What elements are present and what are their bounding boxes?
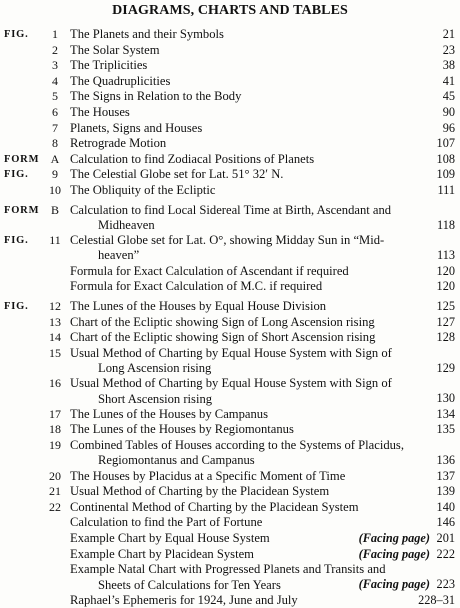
entry-title-line: Retrograde Motion [70, 136, 167, 151]
entry-title-line: Example Chart by Equal House System [70, 531, 270, 546]
entry-number: 6 [52, 104, 58, 119]
entry-title-continuation: Long Ascension rising [98, 360, 212, 375]
entry-title-line: The Houses by Placidus at a Specific Moment of Time [70, 468, 346, 483]
list-item [0, 515, 460, 531]
page-title: DIAGRAMS, CHARTS AND TABLES [112, 3, 348, 18]
list-item [0, 438, 460, 469]
list-item [0, 136, 460, 152]
list-item [0, 500, 460, 516]
entry-title-line: Calculation to find the Part of Fortune [70, 515, 263, 530]
entry-page-number: 129 [436, 360, 455, 375]
list-item [0, 264, 460, 280]
entry-title [70, 330, 426, 346]
list-item [0, 562, 460, 593]
entry-number: 7 [52, 120, 58, 135]
entry-title [70, 167, 426, 183]
list-item [0, 183, 460, 199]
list-item [0, 233, 460, 264]
list-item [0, 407, 460, 423]
entry-title-line: The Lunes of the Houses by Regiomontanus [70, 422, 294, 437]
entry-title-line: Continental Method of Charting by the Placidean System [70, 499, 359, 514]
entry-title [70, 315, 426, 331]
entry-title-line: Raphael’s Ephemeris for 1924, June and July [70, 592, 298, 607]
list-item [0, 89, 460, 105]
entry-page-number: 96 [442, 120, 455, 135]
entry-number: 16 [49, 376, 61, 391]
entry-page-number: 90 [442, 104, 455, 119]
entry-page-number: 137 [436, 468, 455, 483]
entry-number: 21 [49, 484, 61, 499]
entry-number: A [50, 151, 60, 166]
entry-page-number: 38 [442, 58, 455, 73]
entry-page-number: 130 [436, 391, 455, 406]
entry-title-line: Formula for Exact Calculation of Ascendant if required [70, 263, 349, 278]
entry-title-continuation: Midheaven [98, 217, 155, 232]
list-item [0, 484, 460, 500]
entry-title-line: Example Chart by Placidean System [70, 546, 254, 561]
entry-title [70, 515, 426, 531]
entry-lead: FIG. [4, 235, 29, 247]
entry-title [70, 136, 426, 152]
entry-title [70, 152, 426, 168]
entry-number: 11 [49, 233, 61, 248]
entry-title [70, 422, 426, 438]
entry-title [70, 43, 426, 59]
entry-page-number: 107 [436, 136, 455, 151]
entry-number: 15 [49, 345, 61, 360]
facing-page-note: (Facing page) [358, 577, 430, 592]
entry-page-number: 222 [436, 546, 455, 561]
entry-lead: FORM [4, 153, 40, 165]
entry-title [70, 105, 426, 121]
facing-page-note: (Facing page) [358, 546, 430, 561]
entry-page-number: 41 [442, 73, 455, 88]
entry-number: 5 [52, 89, 58, 104]
list-item [0, 547, 460, 563]
entry-number: 12 [49, 298, 61, 313]
entry-number: 3 [52, 58, 58, 73]
entry-number: 4 [52, 73, 58, 88]
entry-page-number: 228–31 [418, 592, 455, 607]
entry-title [70, 484, 426, 500]
entry-title-line: The Lunes of the Houses by Equal House Division [70, 298, 327, 313]
list-item [0, 167, 460, 183]
list-item [0, 330, 460, 346]
list-item [0, 203, 460, 234]
entry-number: 2 [52, 42, 58, 57]
list-item [0, 27, 460, 43]
entry-number: 8 [52, 136, 58, 151]
entry-page-number: 118 [437, 217, 455, 232]
entry-lead: FIG. [4, 29, 29, 40]
entry-number: 22 [49, 499, 61, 514]
entry-number: 17 [49, 406, 61, 421]
list-item [0, 43, 460, 59]
entry-page-number: 127 [436, 314, 455, 329]
entry-title-line: Calculation to find Zodiacal Positions of Planets [70, 151, 315, 166]
entry-title-line: The Houses [70, 104, 130, 119]
entry-page-number: 125 [436, 298, 455, 313]
entry-number: 13 [49, 314, 61, 329]
entry-number: 18 [49, 422, 61, 437]
entry-page-number: 223 [436, 577, 455, 592]
entry-title [70, 121, 426, 137]
entry-page-number: 135 [436, 422, 455, 437]
entry-title-line: The Triplicities [70, 58, 148, 73]
list-item [0, 121, 460, 137]
entry-title [70, 27, 426, 43]
list-item [0, 279, 460, 295]
entry-title-continuation: Regiomontanus and Campanus [98, 453, 255, 468]
entry-title [70, 264, 426, 280]
facing-page-note: (Facing page) [358, 531, 430, 546]
list-item [0, 422, 460, 438]
entry-lead: FORM [4, 204, 40, 216]
entry-title-line: Usual Method of Charting by Equal House System with Sign of [70, 376, 392, 391]
entry-lead: FIG. [4, 300, 29, 312]
entry-page-number: 136 [436, 453, 455, 468]
entry-page-number: 111 [437, 182, 455, 197]
entry-lead: FIG. [4, 169, 29, 181]
entry-page-number: 146 [436, 515, 455, 530]
entry-number: 10 [49, 182, 61, 197]
entry-title-line: The Signs in Relation to the Body [70, 89, 242, 104]
entry-page-number: 109 [436, 167, 455, 182]
entry-page-number: 139 [436, 484, 455, 499]
entry-title-line: Chart of the Ecliptic showing Sign of Short Ascension rising [70, 330, 376, 345]
list-item [0, 593, 460, 608]
entry-title [70, 500, 426, 516]
entry-title-line: Planets, Signs and Houses [70, 120, 203, 135]
entry-title-line: Calculation to find Local Sidereal Time at Birth, Ascendant and [70, 202, 392, 217]
entry-title-line: The Quadruplicities [70, 73, 171, 88]
list-item [0, 58, 460, 74]
entry-title [70, 407, 426, 423]
entry-title [70, 203, 426, 234]
entry-title-line: The Celestial Globe set for Lat. 51° 32′ N. [70, 167, 284, 182]
entry-page-number: 201 [436, 531, 455, 546]
entry-number: 9 [52, 167, 58, 182]
entry-page-number: 108 [436, 151, 455, 166]
entry-page-number: 134 [436, 406, 455, 421]
entry-page-number: 140 [436, 499, 455, 514]
entry-title-line: The Solar System [70, 42, 160, 57]
entry-title-line: Formula for Exact Calculation of M.C. if required [70, 279, 323, 294]
entry-title [70, 438, 426, 469]
list-item [0, 74, 460, 90]
entry-title [70, 89, 426, 105]
list-item [0, 299, 460, 315]
entry-title [70, 593, 426, 608]
entry-title [70, 376, 426, 407]
entry-number: 14 [49, 330, 61, 345]
entry-title-line: The Lunes of the Houses by Campanus [70, 406, 268, 421]
entry-title [70, 469, 426, 485]
entry-number: 1 [52, 27, 58, 41]
list-item [0, 152, 460, 168]
entry-page-number: 21 [442, 27, 455, 41]
list-item [0, 469, 460, 485]
entry-title-line: Example Natal Chart with Progressed Planets and Transits and [70, 562, 386, 577]
entry-page-number: 120 [436, 263, 455, 278]
entry-title [70, 233, 426, 264]
entry-title [70, 299, 426, 315]
entry-page-number: 128 [436, 330, 455, 345]
entry-title-line: Chart of the Ecliptic showing Sign of Long Ascension rising [70, 314, 375, 329]
entry-number: 19 [49, 438, 61, 453]
entry-title-continuation: heaven” [98, 248, 140, 263]
entry-title [70, 183, 426, 199]
entry-title [70, 58, 426, 74]
entry-title-continuation: Short Ascension rising [98, 391, 213, 406]
entry-title-line: Combined Tables of Houses according to the Systems of Placidus, [70, 438, 404, 453]
entry-title [70, 279, 426, 295]
contents-list [0, 27, 460, 608]
entry-title [70, 346, 426, 377]
entry-page-number: 120 [436, 279, 455, 294]
entry-title-continuation: Sheets of Calculations for Ten Years [98, 577, 281, 592]
list-item [0, 105, 460, 121]
list-item [0, 315, 460, 331]
entry-number: B [50, 202, 59, 217]
entry-page-number: 113 [437, 248, 455, 263]
entry-title-line: Usual Method of Charting by the Placidean System [70, 484, 330, 499]
list-item [0, 531, 460, 547]
entry-title [70, 74, 426, 90]
entry-page-number: 45 [442, 89, 455, 104]
list-item [0, 376, 460, 407]
entry-page-number: 23 [442, 42, 455, 57]
entry-title-line: Celestial Globe set for Lat. O°, showing Midday Sun in “Mid- [70, 233, 385, 248]
entry-number: 20 [49, 468, 61, 483]
entry-title-line: Usual Method of Charting by Equal House System with Sign of [70, 345, 392, 360]
entry-title-line: The Planets and their Symbols [70, 27, 224, 41]
list-item [0, 346, 460, 377]
entry-title-line: The Obliquity of the Ecliptic [70, 182, 216, 197]
